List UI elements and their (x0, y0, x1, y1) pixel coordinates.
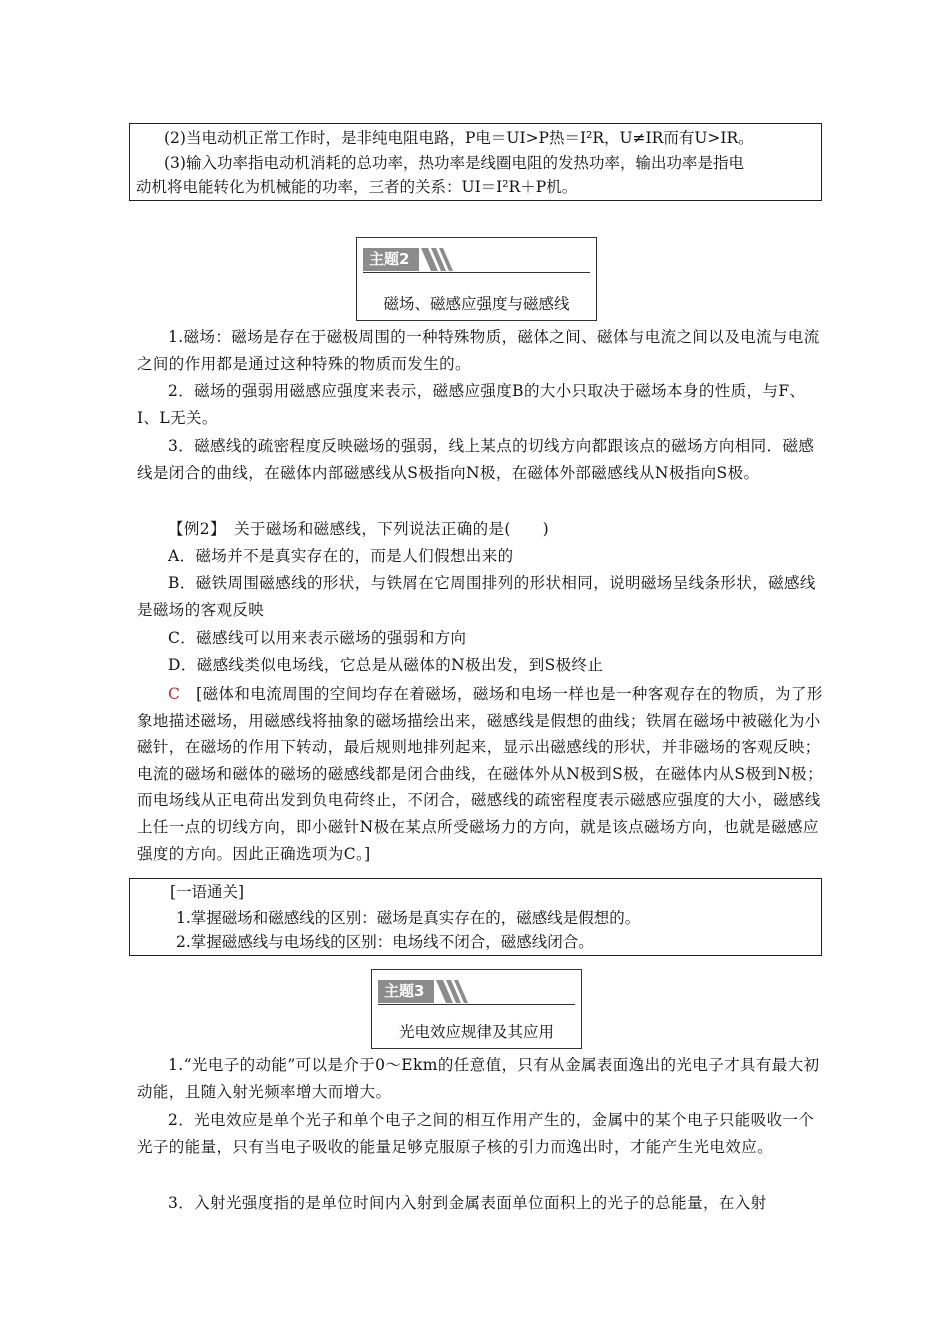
topic3-point-1: 1.“光电子的动能”可以是介于0～Ekm的任意值，只有从金属表面逸出的光电子才具有最大初动能，且随入射光频率增大而增大。 (137, 1056, 820, 1101)
topic3-header (371, 969, 582, 1049)
topic3-point-2: 2．光电效应是单个光子和单个电子之间的相互作用产生的，金属中的某个电子只能吸收一个光子的能量，只有当电子吸收的能量足够克服原子核的引力而逸出时，才能产生光电效应。 (137, 1111, 815, 1156)
topic2-header (356, 237, 597, 321)
topic3-tag: 主题3 (378, 980, 434, 1003)
topic2-tag: 主题2 (363, 248, 419, 271)
box-line-2: (3)输入功率指电动机消耗的总功率，热功率是线圈电阻的发热功率，输出功率是指电 (164, 154, 744, 172)
tip-item-2: 2.掌握磁感线与电场线的区别：电场线不闭合，磁感线闭合。 (176, 933, 594, 951)
tip-item-1: 1.掌握磁场和磁感线的区别：磁场是真实存在的，磁感线是假想的。 (176, 909, 641, 927)
box-line-3: 动机将电能转化为机械能的功率，三者的关系：UI＝I²R＋P机。 (136, 178, 578, 196)
topic2-bar (363, 248, 590, 273)
stripes-icon (421, 248, 453, 271)
topic2-point-3: 3．磁感线的疏密程度反映磁场的强弱，线上某点的切线方向都跟该点的磁场方向相同．磁感线是闭合的曲线，在磁体内部磁感线从S极指向N极，在磁体外部磁感线从N极指向S极。 (137, 437, 815, 482)
motor-power-box (129, 123, 822, 201)
example2-label: 【例2】 (168, 520, 219, 538)
option-c: C．磁感线可以用来表示磁场的强弱和方向 (168, 629, 467, 647)
topic3-point-3: 3．入射光强度指的是单位时间内入射到金属表面单位面积上的光子的总能量，在入射 (168, 1194, 767, 1212)
stripes-icon (436, 980, 468, 1003)
topic3-title: 光电效应规律及其应用 (398, 1023, 554, 1041)
topic2-title: 磁场、磁感应强度与磁感线 (383, 295, 570, 313)
topic3-bar (378, 980, 575, 1005)
answer-letter: C (168, 685, 181, 703)
box-line-1: (2)当电动机正常工作时，是非纯电阻电路，P电＝UI>P热＝I²R，U≠IR而有U>IR。 (164, 129, 754, 147)
example2-question (137, 516, 823, 543)
explanation-text: [磁体和电流周围的空间均存在着磁场，磁场和电场一样也是一种客观存在的物质，为了形象地描述磁场，用磁感线将抽象的磁场描绘出来，磁感线是假想的曲线；铁屑在磁场中被磁化为小磁针，在磁场的作用下转动，最后规则地排列起来，显示出磁感线的形状，并非磁场的客观反映；电流的磁场和磁体的磁场的磁感线都是闭合曲线，在磁体外从N极到S极，在磁体内从S极到N极；而电场线从正电荷出发到负电荷终止，不闭合，磁感线的疏密程度表示磁感应强度的大小，磁感线上任一点的切线方向，即小磁针N极在某点所受磁场力的方向，就是该点磁场方向，也就是磁感应强度的方向。因此正确选项为C。] (137, 685, 823, 863)
topic2-point-1: 1.磁场：磁场是存在于磁极周围的一种特殊物质，磁体之间、磁体与电流之间以及电流与电流之间的作用都是通过这种特殊的物质而发生的。 (137, 328, 820, 373)
topic2-point-2: 2．磁场的强弱用磁感应强度来表示，磁感应强度B的大小只取决于磁场本身的性质，与F、I、L无关。 (137, 382, 806, 427)
option-b: B．磁铁周围磁感线的形状，与铁屑在它周围排列的形状相同，说明磁场呈线条形状，磁感线是磁场的客观反映 (137, 574, 816, 619)
option-d: D．磁感线类似电场线，它总是从磁体的N极出发，到S极终止 (168, 656, 604, 674)
tip-box (129, 878, 822, 956)
tip-heading: [一语通关] (170, 883, 245, 901)
option-a: A．磁场并不是真实存在的，而是人们假想出来的 (168, 547, 514, 565)
example2-question-text: 关于磁场和磁感线，下列说法正确的是( ) (218, 520, 550, 538)
example2-explanation (137, 681, 823, 867)
